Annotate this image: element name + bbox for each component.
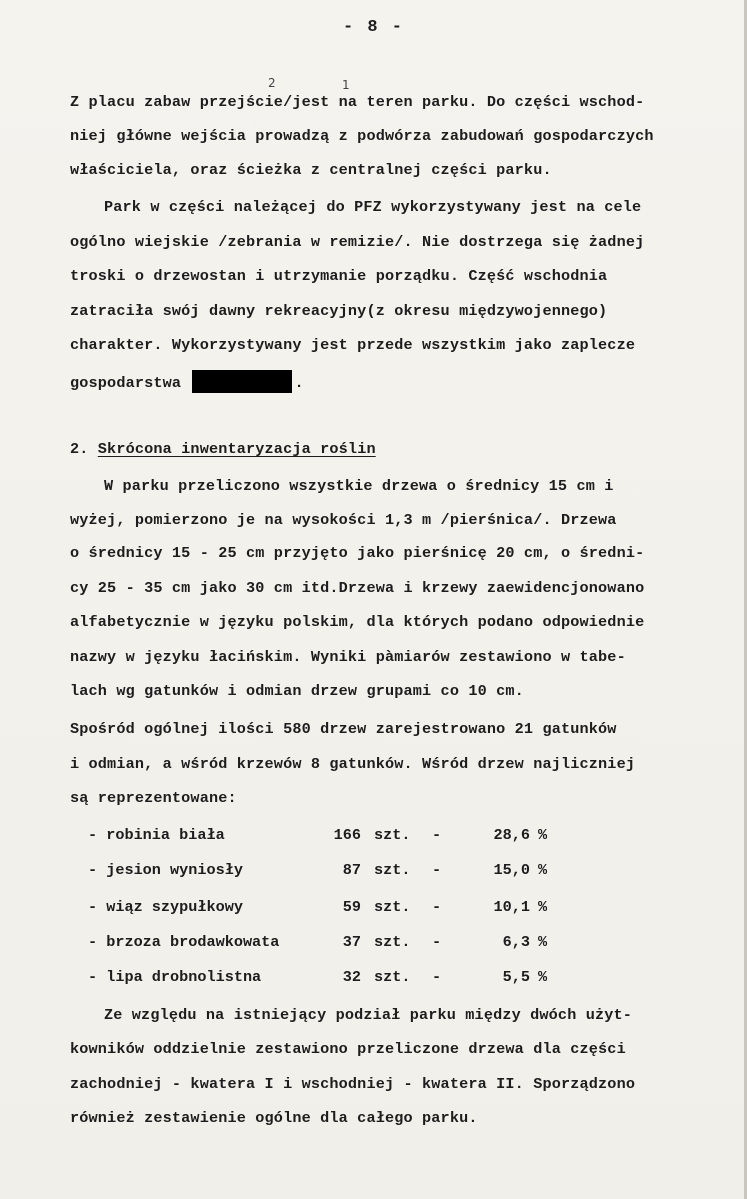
para5-line: kowników oddzielnie zestawiono przeliczone drzewa dla części <box>70 1040 626 1058</box>
para3-line: alfabetycznie w języku polskim, dla których podano odpowiednie <box>70 613 645 631</box>
species-percent: 10,1 <box>493 898 530 916</box>
para3-line: cy 25 - 35 cm jako 30 cm itd.Drzewa i krzewy zaewidencjonowano <box>70 579 645 597</box>
section-number: 2. <box>70 440 98 458</box>
species-count: 166 <box>333 826 361 844</box>
species-count: 59 <box>342 898 361 916</box>
species-count: 32 <box>342 968 361 986</box>
para2-line: Park w części należącej do PFZ wykorzystywany jest na cele <box>104 198 642 216</box>
species-dash: - <box>432 861 442 879</box>
percent-sign: % <box>538 861 548 879</box>
para2-line: charakter. Wykorzystywany jest przede wszystkim jako zaplecze <box>70 336 636 354</box>
para4-line: są reprezentowane: <box>70 789 237 807</box>
species-dash: - <box>432 898 442 916</box>
species-dash: - <box>432 826 442 844</box>
para2-line: zatraciła swój dawny rekreacyjny(z okresu międzywojennego) <box>70 302 608 320</box>
para1-line: Z placu zabaw przejście/jest na teren parku. Do części wschod- <box>70 93 645 111</box>
para3-line: wyżej, pomierzono je na wysokości 1,3 m /pierśnica/. Drzewa <box>70 511 617 529</box>
para1-line: niej główne wejścia prowadzą z podwórza zabudowań gospodarczych <box>70 127 654 145</box>
section-heading <box>70 440 376 458</box>
para5-line: zachodniej - kwatera I i wschodniej - kwatera II. Sporządzono <box>70 1075 636 1093</box>
redaction-block <box>192 370 292 393</box>
species-name: - lipa drobnolistna <box>88 968 262 986</box>
species-percent: 5,5 <box>502 968 530 986</box>
percent-sign: % <box>538 968 548 986</box>
species-dash: - <box>432 968 442 986</box>
species-count: 37 <box>342 933 361 951</box>
handwritten-mark-2: 2 <box>268 76 276 90</box>
species-percent: 15,0 <box>493 861 530 879</box>
page-number: - 8 - <box>342 18 404 37</box>
species-percent: 28,6 <box>493 826 530 844</box>
para5-line: również zestawienie ogólne dla całego parku. <box>70 1109 478 1127</box>
species-unit: szt. <box>374 898 411 916</box>
handwritten-mark-1: 1 <box>342 78 350 92</box>
para3-line: lach wg gatunków i odmian drzew grupami co 10 cm. <box>70 682 524 700</box>
species-name: - jesion wyniosły <box>88 861 243 879</box>
para4-line: i odmian, a wśród krzewów 8 gatunków. Wśród drzew najliczniej <box>70 755 636 773</box>
percent-sign: % <box>538 933 548 951</box>
para5-line: Ze względu na istniejący podział parku między dwóch użyt- <box>104 1006 633 1024</box>
para2-last-text: gospodarstwa <box>70 374 191 392</box>
para2-last-end: . <box>294 374 304 392</box>
species-unit: szt. <box>374 968 411 986</box>
para3-line: nazwy w języku łacińskim. Wyniki pàmiarów zestawiono w tabe- <box>70 648 626 666</box>
percent-sign: % <box>538 898 548 916</box>
species-unit: szt. <box>374 826 411 844</box>
species-name: - wiąz szypułkowy <box>88 898 243 916</box>
percent-sign: % <box>538 826 548 844</box>
species-name: - brzoza brodawkowata <box>88 933 280 951</box>
para2-line: ogólno wiejskie /zebrania w remizie/. Nie dostrzega się żadnej <box>70 233 645 251</box>
para1-line: właściciela, oraz ścieżka z centralnej części parku. <box>70 161 552 179</box>
para2-line: troski o drzewostan i utrzymanie porządku. Część wschodnia <box>70 267 608 285</box>
para4-line: Spośród ogólnej ilości 580 drzew zarejestrowano 21 gatunków <box>70 720 617 738</box>
species-unit: szt. <box>374 861 411 879</box>
para3-line: W parku przeliczono wszystkie drzewa o średnicy 15 cm i <box>104 477 614 495</box>
species-dash: - <box>432 933 442 951</box>
section-title: Skrócona inwentaryzacja roślin <box>97 440 376 458</box>
species-percent: 6,3 <box>502 933 530 951</box>
para2-line-redacted <box>70 370 304 393</box>
species-unit: szt. <box>374 933 411 951</box>
species-count: 87 <box>342 861 361 879</box>
species-name: - robinia biała <box>88 826 225 844</box>
para3-line: o średnicy 15 - 25 cm przyjęto jako pierśnicę 20 cm, o średni- <box>70 544 645 562</box>
